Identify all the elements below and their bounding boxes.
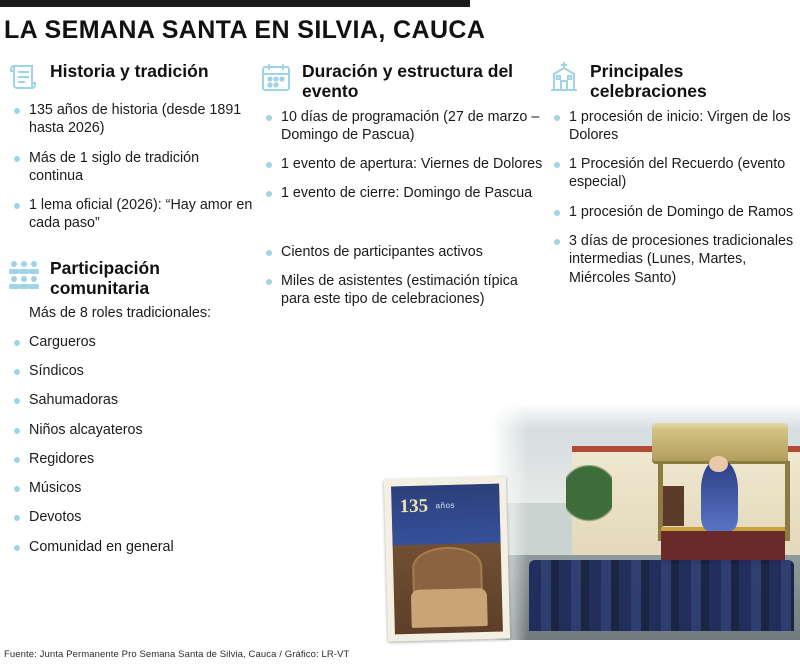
bullet-list xyxy=(6,333,256,556)
stamp-number: 135 xyxy=(399,495,429,518)
church-icon xyxy=(546,59,582,95)
photo-float-base xyxy=(661,527,784,565)
column-duration xyxy=(258,58,543,320)
list-item: Sahumadoras xyxy=(12,391,256,409)
list-item: 10 días de programación (27 de marzo –Domingo de Pascua) xyxy=(264,108,543,145)
block-header xyxy=(6,58,256,95)
list-item: 3 días de procesiones tradicionales intermedias (Lunes, Martes, Miércoles Santo) xyxy=(552,232,796,287)
stamp-caption: años xyxy=(435,500,456,511)
stamp-artwork xyxy=(391,484,503,635)
block-header xyxy=(258,58,543,102)
list-item: Comunidad en general xyxy=(12,538,256,556)
section-heading: Historia y tradición xyxy=(50,61,209,81)
roles-lead-text: Más de 8 roles tradicionales: xyxy=(29,305,211,322)
list-item: Más de 1 siglo de tradición continua xyxy=(12,149,256,186)
list-item: 1 evento de cierre: Domingo de Pascua xyxy=(264,184,543,202)
block-header xyxy=(546,58,796,102)
block-asistentes xyxy=(258,243,543,309)
photo-fade xyxy=(492,404,800,430)
block-header xyxy=(6,255,256,299)
stamp-figure xyxy=(411,588,488,628)
photo-virgin-head xyxy=(709,456,727,473)
bullet-list xyxy=(546,108,796,287)
list-item: 1 evento de apertura: Viernes de Dolores xyxy=(264,155,543,173)
block-historia xyxy=(6,58,256,233)
block-duracion xyxy=(258,58,543,203)
top-rule xyxy=(0,0,470,7)
list-item: Cientos de participantes activos xyxy=(264,243,543,261)
block-celebraciones xyxy=(546,58,796,287)
list-item: Niños alcayateros xyxy=(12,421,256,439)
list-item: Regidores xyxy=(12,450,256,468)
page-title: LA SEMANA SANTA EN SILVIA, CAUCA xyxy=(4,16,486,44)
list-item: Devotos xyxy=(12,508,256,526)
bullet-list xyxy=(258,243,543,309)
procession-photo xyxy=(492,404,800,640)
column-history xyxy=(6,58,256,567)
list-item: 1 procesión de inicio: Virgen de los Dolores xyxy=(552,108,796,145)
column-celebrations xyxy=(546,58,796,298)
list-item: 1 lema oficial (2026): “Hay amor en cada paso” xyxy=(12,196,256,233)
anniversary-stamp xyxy=(384,476,510,641)
community-people-icon xyxy=(6,256,42,292)
scroll-icon xyxy=(6,59,42,95)
bullet-list xyxy=(258,108,543,203)
photo-tree xyxy=(566,465,612,535)
section-heading: Participación comunitaria xyxy=(50,257,160,299)
list-item: 135 años de historia (desde 1891 hasta 2026) xyxy=(12,101,256,138)
list-item: Síndicos xyxy=(12,362,256,380)
photo-crowd xyxy=(529,560,794,631)
list-item: Músicos xyxy=(12,479,256,497)
list-item: 1 procesión de Domingo de Ramos xyxy=(552,203,796,221)
source-credit: Fuente: Junta Permanente Pro Semana Santa de Silvia, Cauca / Gráfico: LR-VT xyxy=(4,649,350,660)
section-heading: Principales celebraciones xyxy=(590,61,707,102)
list-item: Miles de asistentes (estimación típica para este tipo de celebraciones) xyxy=(264,272,543,309)
section-heading: Duración y estructura del evento xyxy=(302,61,514,102)
bullet-list xyxy=(6,101,256,233)
block-participacion xyxy=(6,255,256,556)
list-item: 1 Procesión del Recuerdo (evento especial) xyxy=(552,155,796,192)
list-item: Cargueros xyxy=(12,333,256,351)
photo-canopy-post xyxy=(785,461,790,541)
calendar-icon xyxy=(258,59,294,95)
photo-door xyxy=(663,486,684,526)
